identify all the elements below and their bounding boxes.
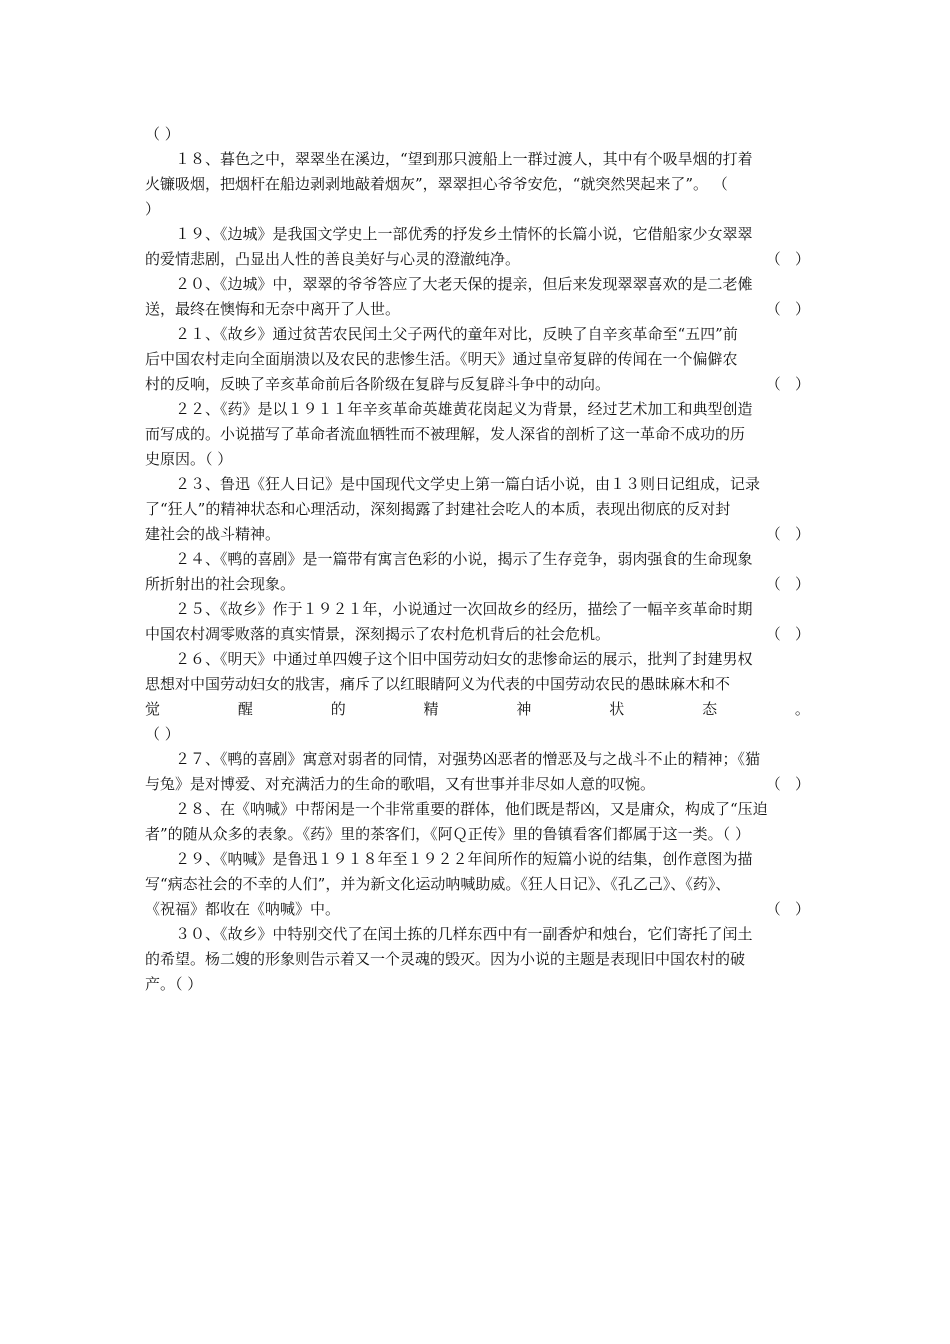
question-19	[145, 222, 810, 272]
question-line: ２５、《故乡》作于１９２１年，小说通过一次回故乡的经历，描绘了一幅辛亥革命时期	[175, 600, 753, 618]
question-line: 送，最终在懊悔和无奈中离开了人世。	[145, 300, 401, 318]
question-line: 村的反响，反映了辛亥革命前后各阶级在复辟与反复辟斗争中的动向。	[145, 375, 611, 393]
spread-char: 状	[609, 700, 625, 718]
answer-paren: （ ）	[765, 250, 810, 268]
question-spread-line	[145, 697, 810, 722]
answer-paren: （ ）	[765, 375, 810, 393]
spread-char: 态	[702, 700, 718, 718]
question-22	[145, 397, 810, 472]
answer-paren: （ ）	[765, 775, 810, 793]
question-20	[145, 272, 810, 322]
question-26	[145, 647, 810, 747]
spread-char: 醒	[237, 700, 253, 718]
question-line: 而写成的。小说描写了革命者流血牺牲而不被理解，发人深省的剖析了这一革命不成功的历	[145, 425, 746, 443]
question-25	[145, 597, 810, 647]
question-line: ２８、在《呐喊》中帮闲是一个非常重要的群体，他们既是帮凶，又是庸众，构成了“压迫	[175, 800, 768, 818]
spread-char: 。	[794, 700, 810, 718]
question-line: ２４、《鸭的喜剧》是一篇带有寓言色彩的小说，揭示了生存竞争，弱肉强食的生命现象	[175, 550, 753, 568]
question-line: 思想对中国劳动妇女的戕害，痛斥了以红眼睛阿义为代表的中国劳动农民的愚昧麻木和不	[145, 675, 731, 693]
question-27	[145, 747, 810, 797]
question-21	[145, 322, 810, 397]
answer-paren: （ ）	[765, 300, 810, 318]
answer-paren: （ ）	[765, 900, 810, 918]
question-line: 者”的随从众多的表象。《药》里的茶客们，《阿Ｑ正传》里的鲁镇看客们都属于这一类。（ ）	[145, 825, 750, 843]
question-line: 所折射出的社会现象。	[145, 575, 296, 593]
question-line: ２２、《药》是以１９１１年辛亥革命英雄黄花岗起义为背景，经过艺术加工和典型创造	[175, 400, 753, 418]
question-line: 火镰吸烟，把烟杆在船边剥剥地敲着烟灰”，翠翠担心爷爷安危，“就突然哭起来了”。 （	[145, 175, 728, 193]
question-line: 后中国农村走向全面崩溃以及农民的悲惨生活。《明天》通过皇帝复辟的传闻在一个偏僻农	[145, 350, 738, 368]
question-line: ２３、鲁迅《狂人日记》是中国现代文学史上第一篇白话小说，由１３则日记组成，记录	[175, 475, 761, 493]
question-line: 产。（ ）	[145, 975, 203, 993]
question-line: 了“狂人”的精神状态和心理活动，深刻揭露了封建社会吃人的本质，表现出彻底的反对封	[145, 500, 731, 518]
question-line: ２０、《边城》中，翠翠的爷爷答应了大老天保的提亲，但后来发现翠翠喜欢的是二老傩	[175, 275, 753, 293]
question-line: １９、《边城》是我国文学史上一部优秀的抒发乡土情怀的长篇小说，它借船家少女翠翠	[175, 225, 753, 243]
question-line: 中国农村凋零败落的真实情景，深刻揭示了农村危机背后的社会危机。	[145, 625, 611, 643]
question-29	[145, 847, 810, 922]
answer-paren: （ ）	[145, 725, 180, 743]
question-line: ）	[145, 200, 161, 218]
question-line: ２７、《鸭的喜剧》寓意对弱者的同情，对强势凶恶者的憎恶及与之战斗不止的精神；《猫	[175, 750, 761, 768]
header-answer-paren: （ ）	[145, 125, 180, 143]
question-30	[145, 922, 810, 997]
question-line: 写“病态社会的不幸的人们”，并为新文化运动呐喊助威。《狂人日记》、《孔乙己》、《药》、	[145, 875, 731, 893]
question-line: １８、暮色之中，翠翠坐在溪边，“望到那只渡船上一群过渡人，其中有个吸旱烟的打着	[175, 150, 753, 168]
question-line: ２６、《明天》中通过单四嫂子这个旧中国劳动妇女的悲惨命运的展示，批判了封建男权	[175, 650, 753, 668]
question-28	[145, 797, 810, 847]
question-line: 的希望。杨二嫂的形象则告示着又一个灵魂的毁灭。因为小说的主题是表现旧中国农村的破	[145, 950, 746, 968]
spread-char: 神	[516, 700, 532, 718]
spread-char: 的	[330, 700, 346, 718]
answer-paren: （ ）	[765, 625, 810, 643]
question-line: 的爱情悲剧，凸显出人性的善良美好与心灵的澄澈纯净。	[145, 250, 521, 268]
question-18	[145, 147, 810, 222]
question-line: ３０、《故乡》中特别交代了在闰土拣的几样东西中有一副香炉和烛台，它们寄托了闰土	[175, 925, 753, 943]
question-line: 与兔》是对博爱、对充满活力的生命的歌唱，又有世事并非尽如人意的叹惋。	[145, 775, 656, 793]
spread-char: 精	[423, 700, 439, 718]
question-line: 《祝福》都收在《呐喊》中。	[145, 900, 341, 918]
question-page	[145, 122, 810, 997]
question-24	[145, 547, 810, 597]
spread-char: 觉	[145, 700, 161, 718]
answer-paren: （ ）	[765, 575, 810, 593]
answer-paren: （ ）	[765, 525, 810, 543]
question-23	[145, 472, 810, 547]
question-line: ２１、《故乡》通过贫苦农民闰土父子两代的童年对比，反映了自辛亥革命至“五四”前	[175, 325, 738, 343]
question-line: 史原因。（ ）	[145, 450, 233, 468]
question-line: 建社会的战斗精神。	[145, 525, 281, 543]
question-line: ２９、《呐喊》是鲁迅１９１８年至１９２２年间所作的短篇小说的结集，创作意图为描	[175, 850, 753, 868]
